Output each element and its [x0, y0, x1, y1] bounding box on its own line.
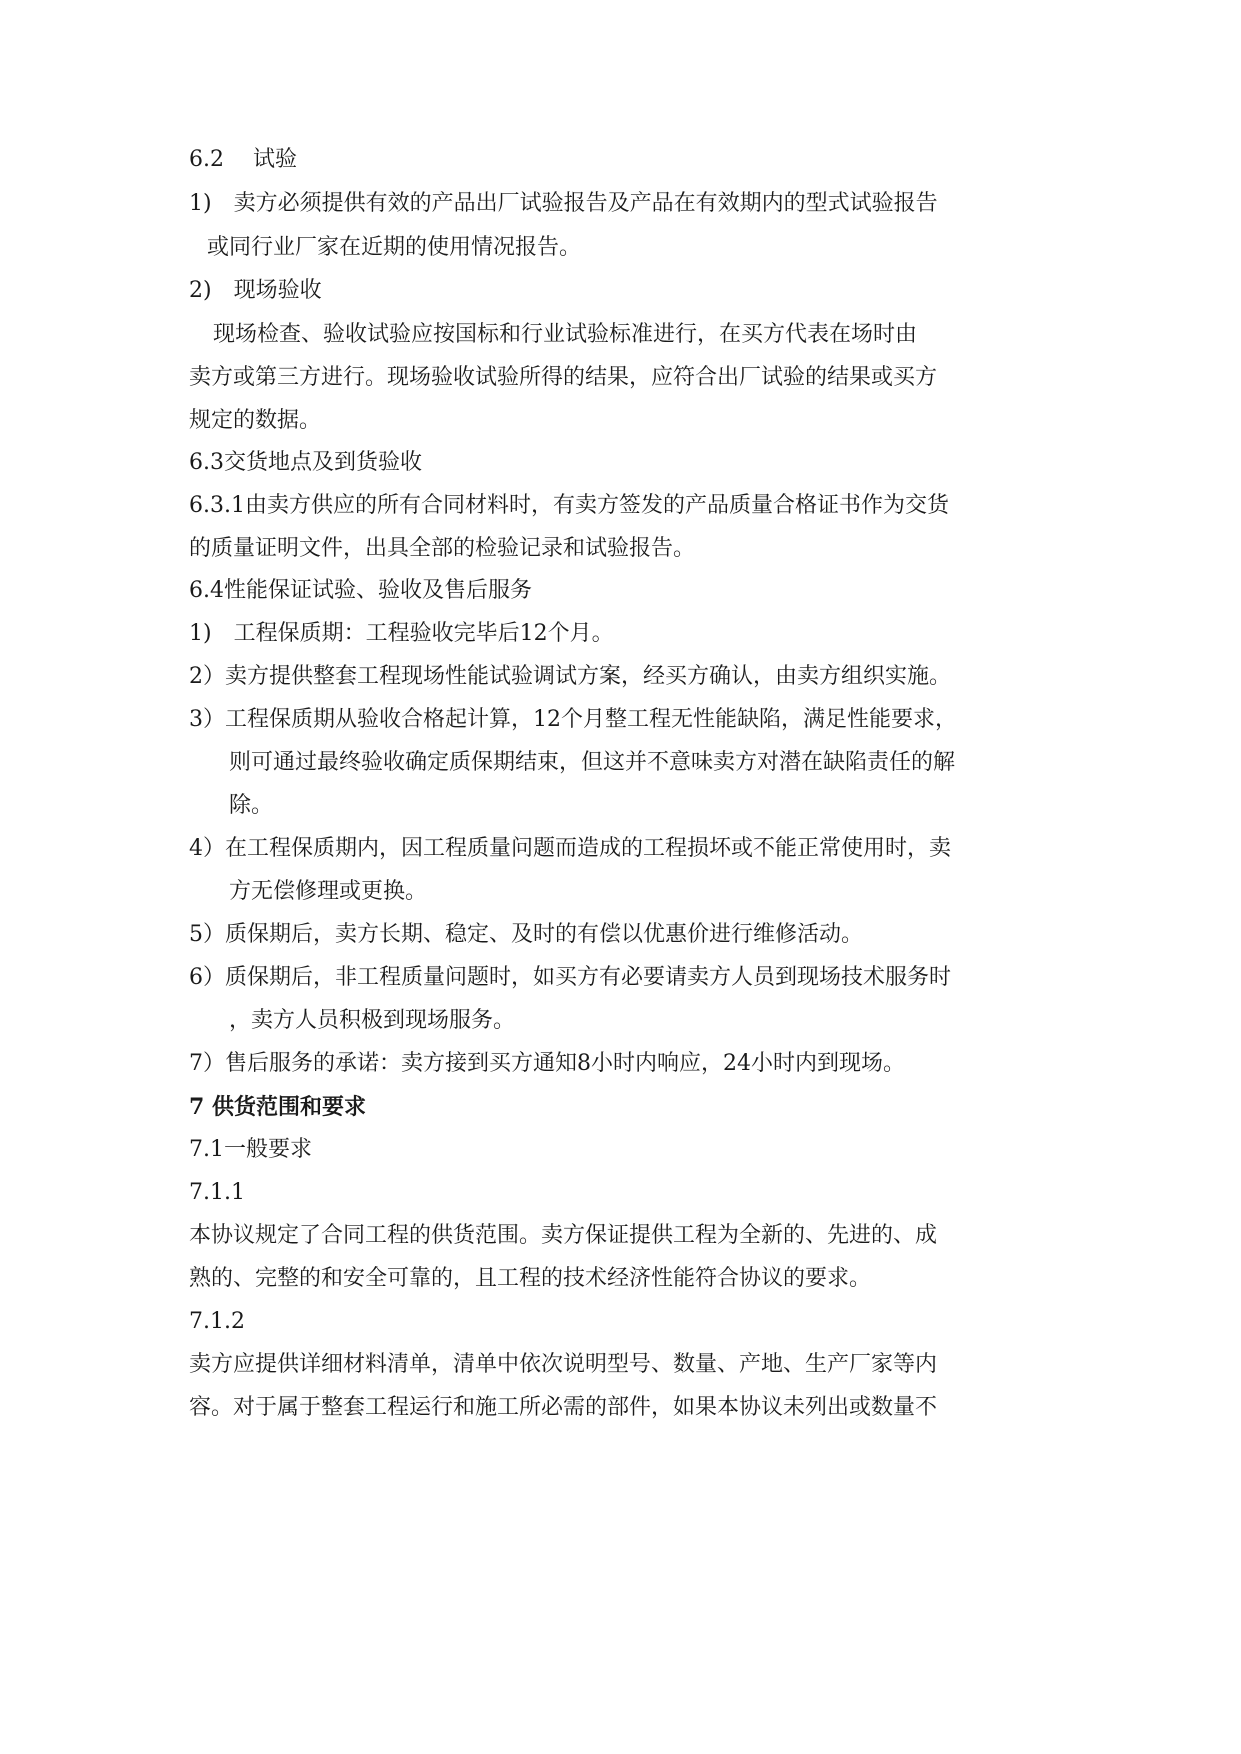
- list-item-2: 2) 现场验收: [189, 278, 322, 303]
- list-item-6: 6）质保期后，非工程质量问题时，如买方有必要请卖方人员到现场技术服务时: [189, 965, 951, 990]
- list-item-1: 1) 卖方必须提供有效的产品出厂试验报告及产品在有效期内的型式试验报告: [189, 191, 938, 216]
- section-heading-7-1-1: 7.1.1: [189, 1180, 245, 1205]
- paragraph-line: 卖方应提供详细材料清单，清单中依次说明型号、数量、产地、生产厂家等内: [189, 1352, 938, 1377]
- list-item-5: 5）质保期后，卖方长期、稳定、及时的有偿以优惠价进行维修活动。: [189, 922, 863, 947]
- paragraph-line: 规定的数据。: [189, 408, 322, 433]
- paragraph-line: 的质量证明文件，出具全部的检验记录和试验报告。: [189, 536, 696, 561]
- list-item-3-cont: 则可通过最终验收确定质保期结束，但这并不意味卖方对潜在缺陷责任的解: [229, 750, 956, 775]
- list-item-7: 7）售后服务的承诺：卖方接到买方通知8小时内响应，24小时内到现场。: [189, 1051, 905, 1076]
- list-item-6-cont: ，卖方人员积极到现场服务。: [229, 1008, 516, 1033]
- section-heading-7-1: 7.1一般要求: [189, 1137, 312, 1162]
- list-item-3-cont: 除。: [229, 793, 274, 818]
- paragraph-line: 现场检查、验收试验应按国标和行业试验标准进行，在买方代表在场时由: [213, 322, 918, 347]
- paragraph-line: 6.3.1由卖方供应的所有合同材料时，有卖方签发的产品质量合格证书作为交货: [189, 493, 949, 518]
- section-heading-7-1-2: 7.1.2: [189, 1309, 245, 1334]
- list-item-4: 4）在工程保质期内，因工程质量问题而造成的工程损坏或不能正常使用时，卖: [189, 836, 951, 861]
- paragraph-line: 容。对于属于整套工程运行和施工所必需的部件，如果本协议未列出或数量不: [189, 1395, 938, 1420]
- list-item-3: 3）工程保质期从验收合格起计算，12个月整工程无性能缺陷，满足性能要求，: [189, 707, 957, 732]
- section-heading-6-4: 6.4性能保证试验、验收及售后服务: [189, 578, 532, 603]
- paragraph-line: 熟的、完整的和安全可靠的，且工程的技术经济性能符合协议的要求。: [189, 1266, 872, 1291]
- section-heading-6-2: 6.2 试验: [189, 147, 297, 172]
- list-item-1-cont: 或同行业厂家在近期的使用情况报告。: [207, 235, 582, 260]
- section-heading-7: 7 供货范围和要求: [189, 1094, 366, 1120]
- list-item-4-cont: 方无偿修理或更换。: [229, 879, 428, 904]
- list-item-2: 2）卖方提供整套工程现场性能试验调试方案，经买方确认，由卖方组织实施。: [189, 664, 951, 689]
- paragraph-line: 本协议规定了合同工程的供货范围。卖方保证提供工程为全新的、先进的、成: [189, 1223, 938, 1248]
- list-item-1: 1) 工程保质期：工程验收完毕后12个月。: [189, 621, 614, 646]
- paragraph-line: 卖方或第三方进行。现场验收试验所得的结果，应符合出厂试验的结果或买方: [189, 365, 938, 390]
- section-heading-6-3: 6.3交货地点及到货验收: [189, 450, 422, 475]
